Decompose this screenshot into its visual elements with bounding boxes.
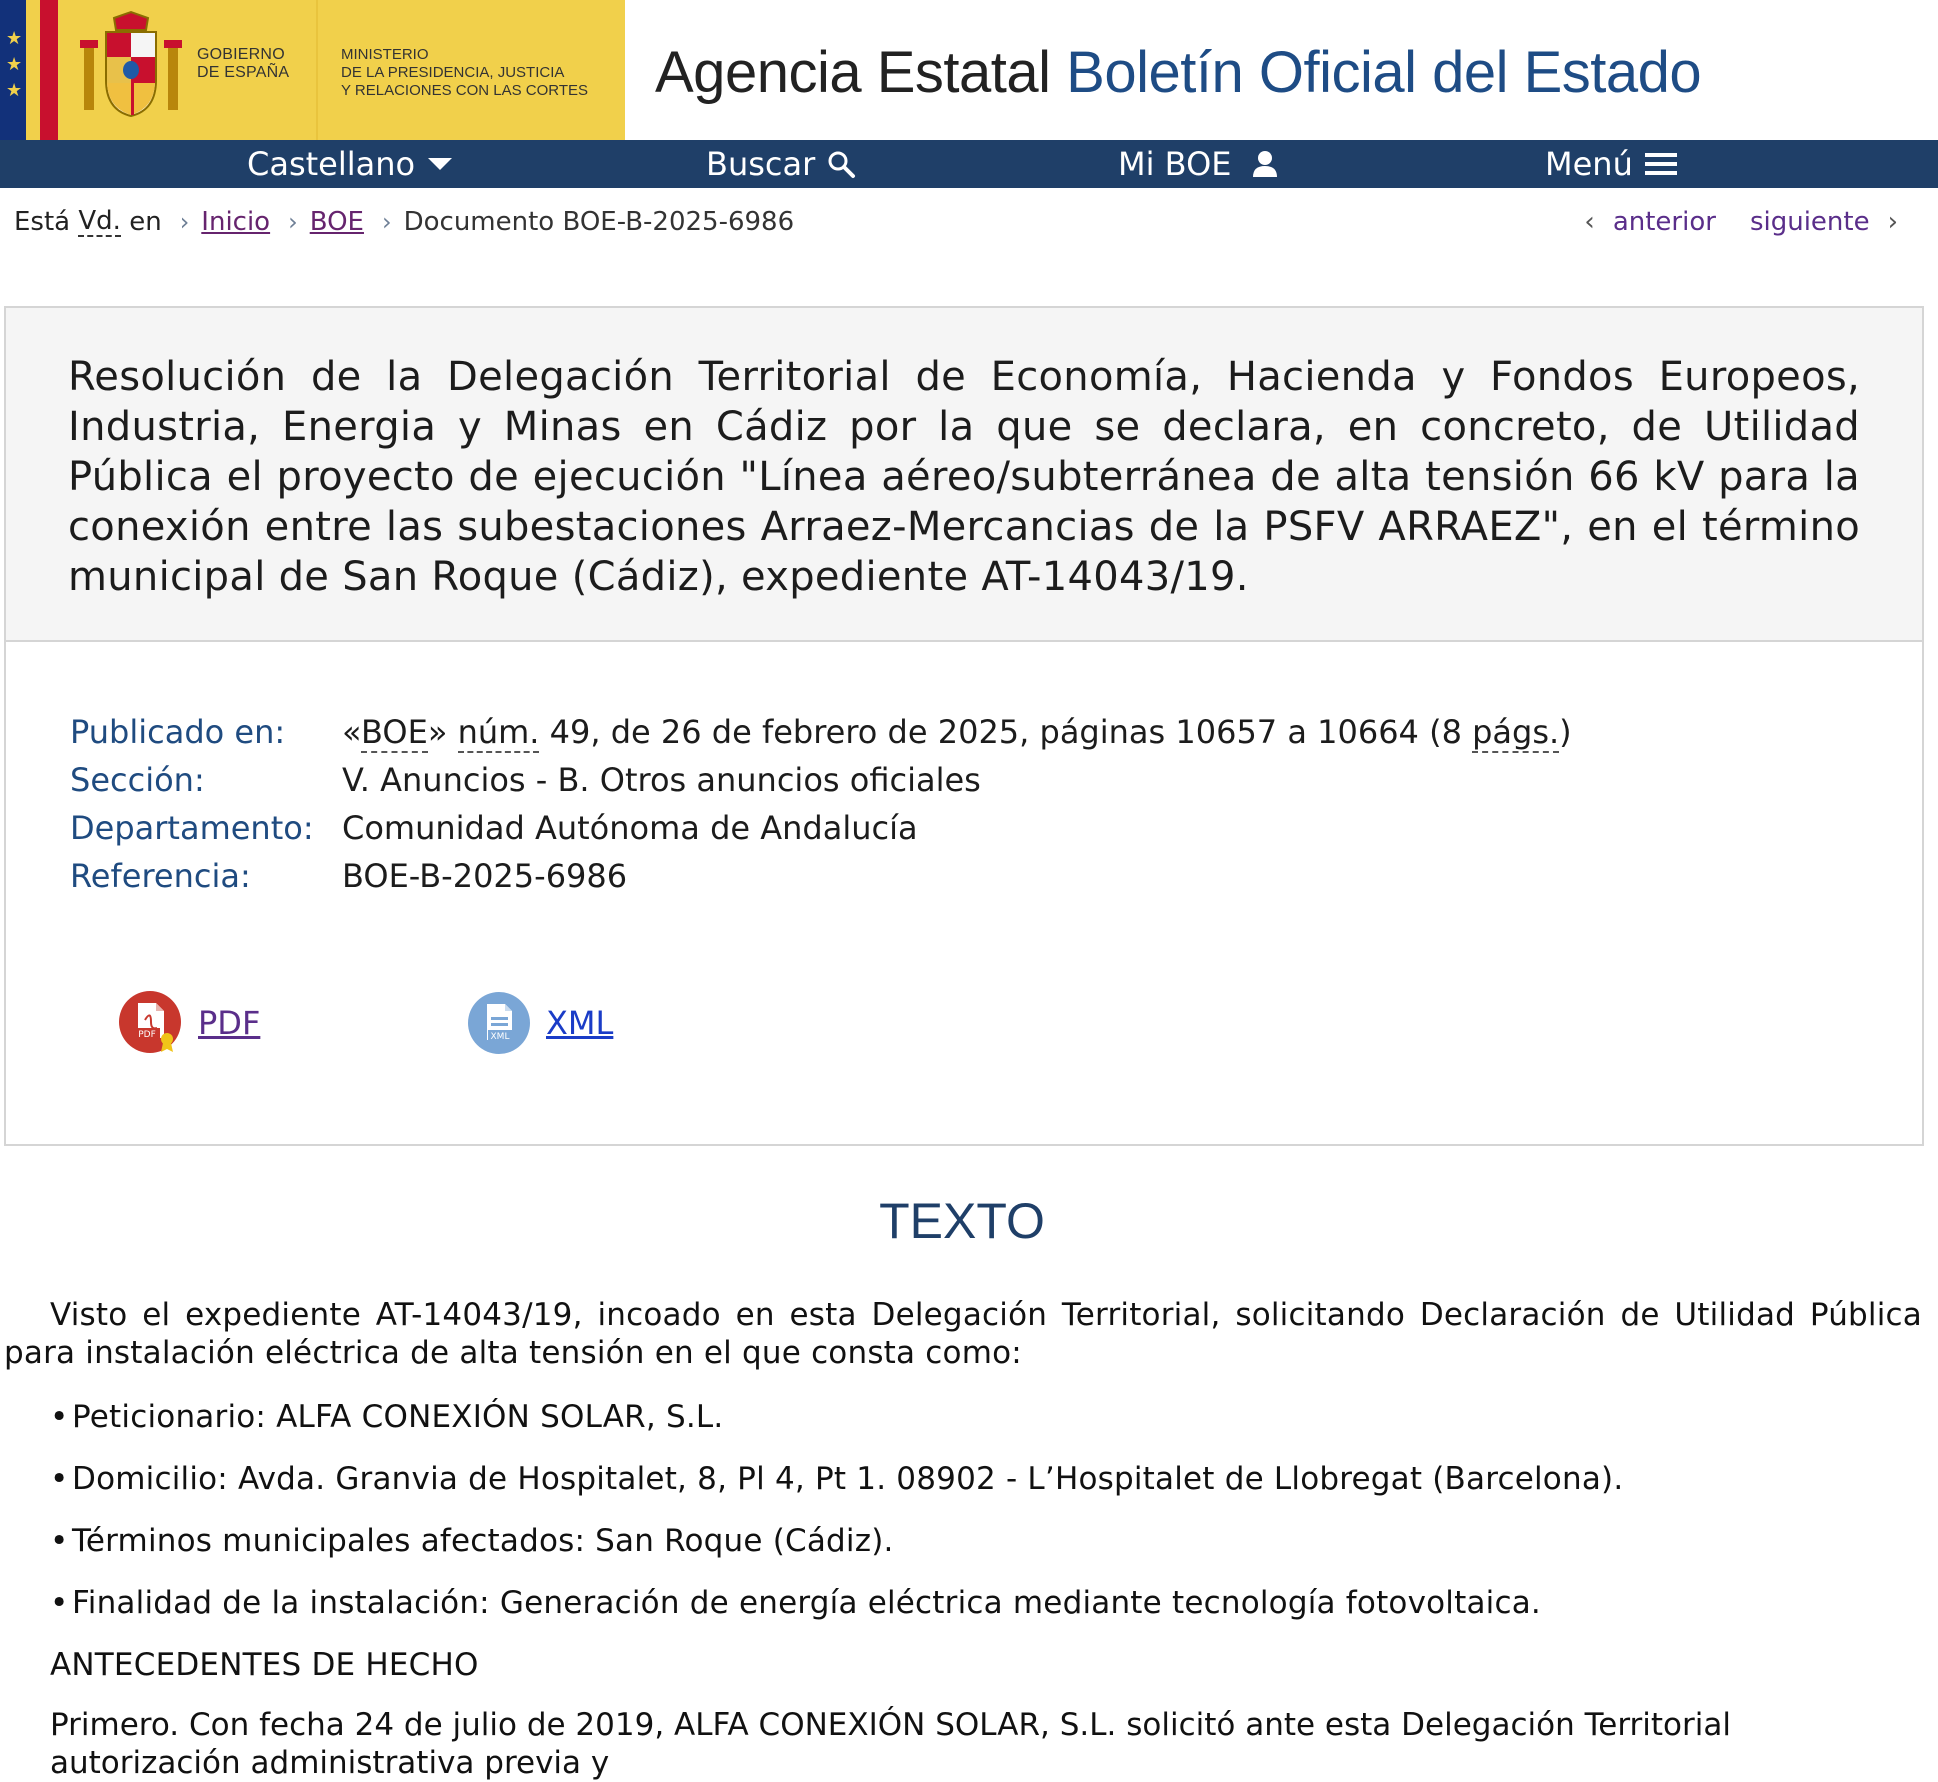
- list-item: • Peticionario: ALFA CONEXIÓN SOLAR, S.L.: [50, 1399, 724, 1435]
- coat-of-arms-icon: [76, 10, 186, 122]
- search-nav-button[interactable]: [706, 140, 855, 188]
- meta-row-department: [70, 804, 1572, 852]
- document-pager: [1566, 202, 1916, 242]
- hamburger-menu-icon: [1645, 151, 1677, 177]
- meta-row-section: [70, 756, 1572, 804]
- government-logo-block[interactable]: [0, 0, 625, 140]
- list-item: • Finalidad de la instalación: Generación de energía eléctrica mediante tecnología fotovoltaica.: [50, 1585, 1541, 1621]
- document-title: Resolución de la Delegación Territorial de Economía, Hacienda y Fondos Europeos, Industria, Energia y Minas en Cádiz por la que se declara, en concreto, de Utilidad Pública el proyecto de ejecución "Línea aéreo/subterránea de alta tensión 66 kV para la conexión entre las subestaciones Arraez-Mercancias de la PSFV ARRAEZ", en el término municipal de San Roque (Cádiz), expediente AT-14043/19.: [68, 354, 1860, 600]
- download-xml-link[interactable]: [466, 990, 613, 1056]
- abbreviation-vd[interactable]: Vd.: [78, 206, 121, 236]
- next-link[interactable]: siguiente: [1749, 207, 1870, 237]
- search-label: Buscar: [706, 145, 816, 183]
- agency-prefix: Agencia Estatal: [655, 40, 1051, 105]
- abbreviation-num[interactable]: núm.: [457, 713, 540, 751]
- antecedentes-heading: ANTECEDENTES DE HECHO: [50, 1647, 479, 1683]
- pdf-label[interactable]: PDF: [198, 1004, 261, 1042]
- abbreviation-pags[interactable]: págs.: [1472, 713, 1560, 751]
- main-nav: [0, 140, 1938, 188]
- meta-value-department: Comunidad Autónoma de Andalucía: [342, 809, 918, 847]
- my-boe-button[interactable]: [1118, 140, 1279, 188]
- svg-text:PDF: PDF: [138, 1030, 156, 1040]
- next-paragraph: Primero. Con fecha 24 de julio de 2019, ALFA CONEXIÓN SOLAR, S.L. solicitó ante esta Delegación Territorial autorización administrativa previa y: [50, 1707, 1731, 1781]
- agency-title[interactable]: [655, 38, 1701, 108]
- agency-name: Boletín Oficial del Estado: [1066, 40, 1702, 105]
- chevron-left-icon: ‹: [1584, 207, 1595, 237]
- meta-label: Departamento:: [70, 809, 314, 847]
- language-label: Castellano: [247, 145, 416, 183]
- meta-row-published: [70, 708, 1572, 756]
- ministry-wordmark: MINISTERIO DE LA PRESIDENCIA, JUSTICIA Y RELACIONES CON LAS CORTES: [341, 46, 589, 99]
- svg-text:XML: XML: [490, 1032, 510, 1042]
- menu-button[interactable]: [1545, 140, 1677, 188]
- site-header: [0, 0, 1938, 140]
- chevron-right-icon: ›: [1887, 207, 1898, 237]
- language-selector[interactable]: [247, 140, 453, 188]
- text-section-heading: TEXTO: [879, 1193, 1045, 1249]
- government-wordmark: GOBIERNO DE ESPAÑA: [197, 46, 290, 81]
- meta-label: Referencia:: [70, 857, 251, 895]
- breadcrumb-current: Documento BOE-B-2025-6986: [403, 207, 795, 237]
- xml-label[interactable]: XML: [546, 1004, 614, 1042]
- meta-label: Publicado en:: [70, 713, 286, 751]
- breadcrumb: [14, 202, 794, 242]
- list-item: • Domicilio: Avda. Granvia de Hospitalet, 8, Pl 4, Pt 1. 08902 - L’Hospitalet de Llobregat (Barcelona).: [50, 1461, 1624, 1497]
- eu-star-icon: ★: [6, 54, 23, 75]
- document-metadata: [70, 708, 1572, 900]
- pdf-file-icon: [118, 990, 184, 1056]
- xml-file-icon: [466, 990, 532, 1056]
- eu-star-icon: ★: [6, 80, 23, 101]
- meta-label: Sección:: [70, 761, 205, 799]
- chevron-right-icon: ›: [381, 208, 392, 236]
- document-title-area: [6, 308, 1922, 642]
- search-icon: [827, 150, 855, 178]
- intro-paragraph: Visto el expediente AT-14043/19, incoado en esta Delegación Territorial, solicitando Declaración de Utilidad Pública para instalación eléctrica de alta tensión en el que consta como:: [4, 1297, 1922, 1371]
- eu-spain-flag-strip: [0, 0, 58, 140]
- meta-row-reference: [70, 852, 1572, 900]
- my-boe-label: Mi BOE: [1118, 145, 1232, 183]
- breadcrumb-link-inicio[interactable]: Inicio: [201, 207, 271, 237]
- menu-label: Menú: [1545, 145, 1633, 183]
- meta-value-section: V. Anuncios - B. Otros anuncios oficiales: [342, 761, 981, 799]
- list-item: • Términos municipales afectados: San Roque (Cádiz).: [50, 1523, 894, 1559]
- breadcrumb-prefix: Está: [14, 207, 79, 237]
- document-summary: [4, 306, 1924, 1146]
- meta-value-published: «BOE» núm. 49, de 26 de febrero de 2025, páginas 10657 a 10664 (8 págs.): [342, 713, 1572, 751]
- meta-value-reference: BOE-B-2025-6986: [342, 857, 628, 895]
- chevron-right-icon: ›: [288, 208, 298, 236]
- download-pdf-link[interactable]: [118, 990, 260, 1056]
- breadcrumb-link-boe[interactable]: BOE: [309, 207, 364, 237]
- breadcrumb-prefix-end: en: [120, 207, 162, 237]
- user-icon: [1243, 150, 1279, 178]
- chevron-right-icon: ›: [179, 208, 190, 236]
- applicant-details-list: [50, 1398, 1623, 1646]
- chevron-down-icon: [427, 156, 453, 172]
- eu-star-icon: ★: [6, 28, 23, 49]
- abbreviation-boe[interactable]: BOE: [361, 713, 428, 751]
- previous-link[interactable]: anterior: [1612, 207, 1716, 237]
- divider: [316, 0, 318, 140]
